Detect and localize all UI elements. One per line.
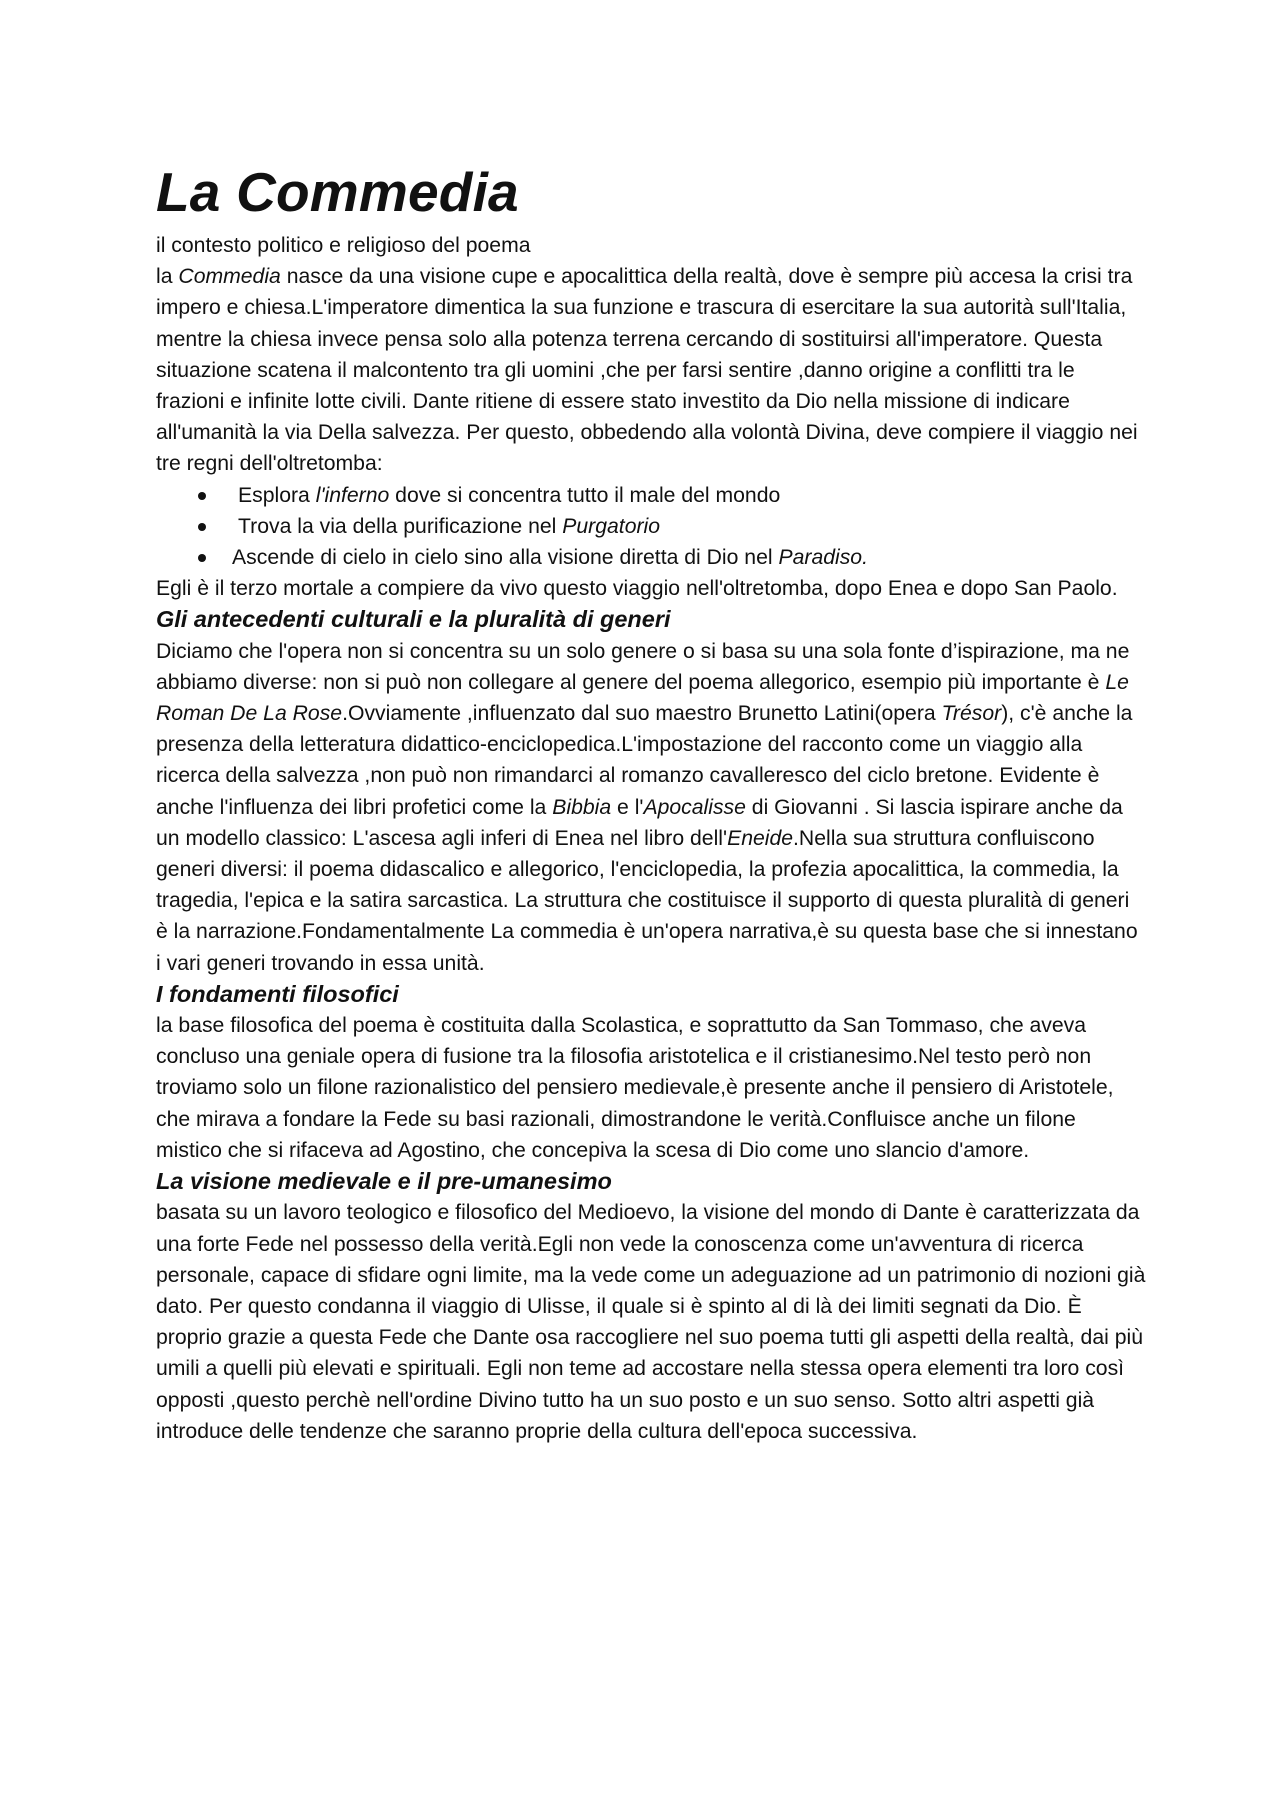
paragraph-intro: la Commedia nasce da una visione cupe e apocalittica della realtà, dove è sempre più accesa la crisi tra impero e chiesa.L'imperatore dimentica la sua funzione e trascura di esercitare la sua autorità sull'Italia, mentre la chiesa invece pensa solo alla potenza terrena cercando di sostituirsi all'imperatore. Questa situazione scatena il malcontento tra gli uomini ,che per farsi sentire ,danno origine a conflitti tra le frazioni e infinite lotte civili. Dante ritiene di essere stato investito da Dio nella missione di indicare all'umanità la via Della salvezza. Per questo, obbedendo alla volontà Divina, deve compiere il viaggio nei tre regni dell'oltretomba: [156, 265, 1138, 476]
list-item: Trova la via della purificazione nel Purgatorio [156, 511, 1146, 542]
section-heading-medieval-vision: La visione medievale e il pre-umanesimo [156, 1168, 612, 1195]
section-heading-antecedents: Gli antecedenti culturali e la pluralità di generi [156, 606, 671, 633]
paragraph-antecedents: Diciamo che l'opera non si concentra su un solo genere o si basa su una sola fonte d’ispirazione, ma ne abbiamo diverse: non si può non collegare al genere del poema allegorico, esempio più importante è Le Roman De La Rose.Ovviamente ,influenzato dal suo maestro Brunetto Latini(opera Trésor), c'è anche la presenza della letteratura didattico-enciclopedica.L'impostazione del racconto come un viaggio alla ricerca della salvezza ,non può non rimandarci al romanzo cavalleresco del ciclo bretone. Evidente è anche l'influenza dei libri profetici come la Bibbia e l'Apocalisse di Giovanni . Si lascia ispirare anche da un modello classico: L'ascesa agli inferi di Enea nel libro dell'Eneide.Nella sua struttura confluiscono generi diversi: il poema didascalico e allegorico, l'enciclopedia, la profezia apocalittica, la commedia, la tragedia, l'epica e la satira sarcastica. La struttura che costituisce il supporto di questa pluralità di generi è la narrazione.Fondamentalmente La commedia è un'opera narrativa,è su questa base che si innestano i vari generi trovando in essa unità. [156, 639, 1138, 975]
section-subtitle: il contesto politico e religioso del poema [156, 234, 531, 257]
list-item: Esplora l'inferno dove si concentra tutto il male del mondo [156, 480, 1146, 511]
bullet-icon [198, 492, 206, 500]
document-page [156, 158, 1146, 1447]
bullet-icon [198, 554, 206, 562]
page-title: La Commedia [156, 161, 519, 223]
paragraph-journey: Egli è il terzo mortale a compiere da vivo questo viaggio nell'oltretomba, dopo Enea e dopo San Paolo. [156, 577, 1118, 601]
list-item: Ascende di cielo in cielo sino alla visione diretta di Dio nel Paradiso. [156, 542, 1146, 573]
paragraph-philosophy: la base filosofica del poema è costituita dalla Scolastica, e soprattutto da San Tommaso, che aveva concluso una geniale opera di fusione tra la filosofia aristotelica e il cristianesimo.Nel testo però non troviamo solo un filone razionalistico del pensiero medievale,è presente anche il pensiero di Aristotele, che mirava a fondare la Fede su basi razionali, dimostrandone le verità.Confluisce anche un filone mistico che si rifaceva ad Agostino, che concepiva la scesa di Dio come uno slancio d'amore. [156, 1014, 1114, 1162]
paragraph-medieval-vision: basata su un lavoro teologico e filosofico del Medioevo, la visione del mondo di Dante è caratterizzata da una forte Fede nel possesso della verità.Egli non vede la conoscenza come un'avventura di ricerca personale, capace di sfidare ogni limite, ma la vede come un adeguazione ad un patrimonio di nozioni già dato. Per questo condanna il viaggio di Ulisse, il quale si è spinto al di là dei limiti segnati da Dio. È proprio grazie a questa Fede che Dante osa raccogliere nel suo poema tutti gli aspetti della realtà, dai più umili a quelli più elevati e spirituali. Egli non teme ad accostare nella stessa opera elementi tra loro così opposti ,questo perchè nell'ordine Divino tutto ha un suo posto e un suo senso. Sotto altri aspetti già introduce delle tendenze che saranno proprie della cultura dell'epoca successiva. [156, 1201, 1146, 1443]
bullet-icon [198, 523, 206, 531]
realms-list [156, 480, 1146, 574]
section-heading-philosophy: I fondamenti filosofici [156, 980, 399, 1007]
